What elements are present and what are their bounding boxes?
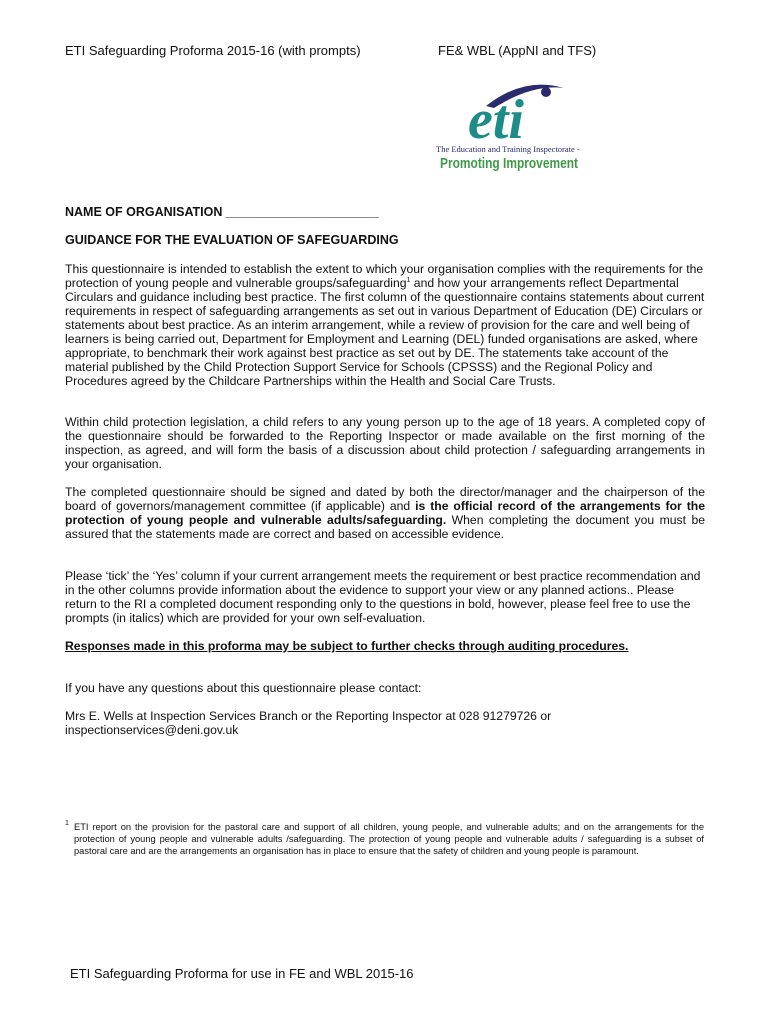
eti-logo <box>432 82 592 174</box>
intro-paragraph <box>65 262 705 388</box>
org-name-label: NAME OF ORGANISATION <box>65 205 223 219</box>
contact-email: inspectionservices@deni.gov.uk <box>65 723 239 737</box>
footnote-mark: 1 <box>65 820 69 827</box>
signature-paragraph <box>65 485 705 541</box>
footnote-text: ETI report on the provision for the pastoral care and support of all children, young people, and vulnerable adults; and on the arrangements for the protection of young people and vulnerable adults /safeguarding. The protection of young people and vulnerable adults / safeguarding is a subset of pastoral care and are the arrangements an organisation has in place to ensure that the safety of children and young people is paramount. <box>74 822 704 856</box>
signature-text-b: When completing the document you must be assured that the statements made are correct and based on accessible evidence. <box>65 513 706 541</box>
logo-tagline: Promoting Improvement <box>440 156 579 172</box>
footnote-ref: 1 <box>406 276 411 284</box>
signature-text-a: The completed questionnaire should be signed and dated by both the director/manager and the chairperson of the board of governors/management committee (if applicable) and <box>65 485 705 513</box>
org-name-blank: ______________________ <box>225 205 379 219</box>
guidance-title: GUIDANCE FOR THE EVALUATION OF SAFEGUARDING <box>65 233 399 247</box>
header-title: ETI Safeguarding Proforma 2015-16 (with prompts) <box>65 43 361 58</box>
tick-instructions-paragraph: Please ‘tick’ the ‘Yes’ column if your current arrangement meets the requirement or best practice recommendation and in the other columns provide information about the evidence to support your view or any planned actions.. Please return to the RI a completed document responding only to the questions in bold, however, please feel free to use the prompts (in italics) which are provided for your own self-evaluation. <box>65 569 701 625</box>
logo-wordmark: eti <box>468 89 524 151</box>
intro-text-a: This questionnaire is intended to establish the extent to which your organisation complies with the requirements for the protection of young people and vulnerable groups/safeguarding <box>65 262 704 290</box>
intro-text-b: and how your arrangements reflect Departmental Circulars and guidance including best practice. The first column of the questionnaire contains statements about current requirements in respect of safeguarding arrangements as set out in various Department of Education (DE) Circulars or statements about best practice. As an interim arrangement, while a review of provision for the care and well being of learners is being carried out, Department for Employment and Learning (DEL) funded organisations are asked, where appropriate, to benchmark their work against best practice as set out by DE. The statements take account of the material published by the Child Protection Support Service for Schools (CPSSS) and the Regional Policy and Procedures agreed by the Childcare Partnerships within the Health and Social Care Trusts. <box>65 276 705 388</box>
contact-details <box>65 709 705 737</box>
contact-line: Mrs E. Wells at Inspection Services Branch or the Reporting Inspector at 028 91279726 or <box>65 709 552 723</box>
header-scope: FE& WBL (AppNI and TFS) <box>438 43 597 58</box>
page-footer: ETI Safeguarding Proforma for use in FE and WBL 2015-16 <box>70 966 414 981</box>
contact-intro: If you have any questions about this questionnaire please contact: <box>65 681 422 695</box>
logo-subtitle: The Education and Training Inspectorate - <box>436 144 580 154</box>
org-name-field <box>65 205 379 219</box>
auditing-notice: Responses made in this proforma may be subject to further checks through auditing procedures. <box>65 639 629 653</box>
child-definition-paragraph: Within child protection legislation, a child refers to any young person up to the age of 18 years. A completed copy of the questionnaire should be forwarded to the Reporting Inspector or made available on the first morning of the inspection, as agreed, and will form the basis of a discussion about child protection / safeguarding arrangements in your organisation. <box>65 415 705 471</box>
logo-dot <box>541 87 551 97</box>
official-record-text: is the official record of the arrangements for the protection of young people and vulnerable adults/safeguarding. <box>65 499 705 527</box>
